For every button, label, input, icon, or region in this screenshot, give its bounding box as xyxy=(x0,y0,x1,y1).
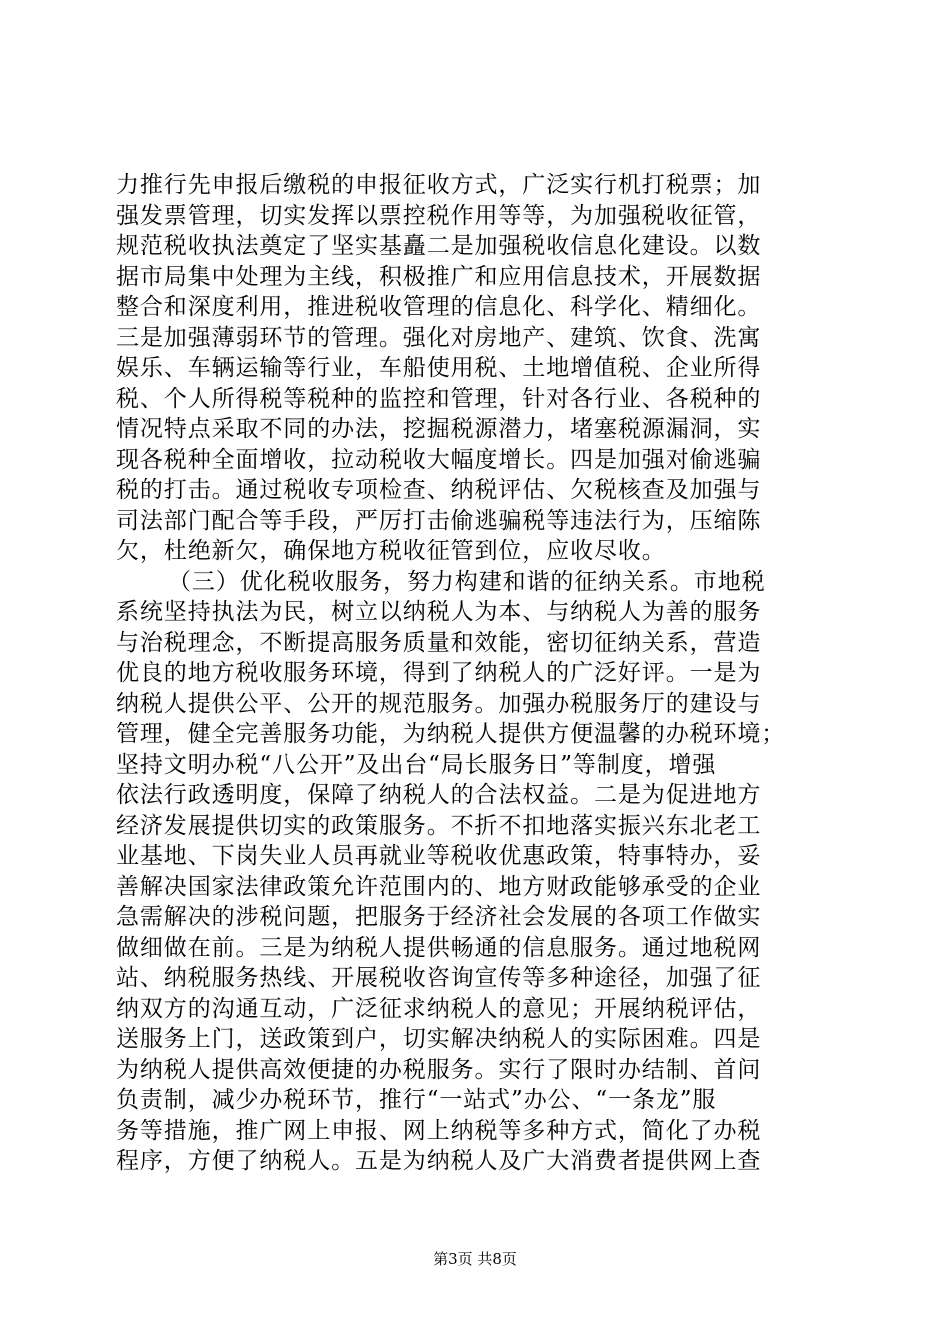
text-line: 强发票管理，切实发挥以票控税作用等等，为加强税收征管， xyxy=(116,202,762,229)
text-line: 纳双方的沟通互动，广泛征求纳税人的意见；开展纳税评估， xyxy=(116,995,762,1022)
text-line: 急需解决的涉税问题，把服务于经济社会发展的各项工作做实 xyxy=(116,904,762,930)
page-number-footer xyxy=(0,1248,950,1269)
text-line: 与治税理念，不断提高服务质量和效能，密切征纳关系，营造 xyxy=(116,629,762,656)
text-line: 税、个人所得税等税种的监控和管理，针对各行业、各税种的 xyxy=(116,385,762,412)
text-line: 坚持文明办税“八公开”及出台“局长服务日”等制度，增强 xyxy=(116,751,717,778)
text-line: 优良的地方税收服务环境，得到了纳税人的广泛好评。一是为 xyxy=(116,660,762,686)
text-line: 为纳税人提供高效便捷的办税服务。实行了限时办结制、首问 xyxy=(116,1056,762,1083)
text-line: 站、纳税服务热线、开展税收咨询宣传等多种途径，加强了征 xyxy=(116,965,762,991)
text-line: 欠，杜绝新欠，确保地方税收征管到位，应收尽收。 xyxy=(116,538,666,564)
text-line: 管理，健全完善服务功能，为纳税人提供方便温馨的办税环境； xyxy=(116,721,786,747)
text-line: 负责制，减少办税环节，推行“一站式”办公、“一条龙”服 xyxy=(116,1087,717,1113)
paragraph-start-line: （三）优化税收服务，努力构建和谐的征纳关系。市地税 xyxy=(168,568,766,595)
text-line: 娱乐、车辆运输等行业，车船使用税、土地增值税、企业所得 xyxy=(116,355,762,381)
text-line: 现各税种全面增收，拉动税收大幅度增长。四是加强对偷逃骗 xyxy=(116,446,762,473)
text-line: 力推行先申报后缴税的申报征收方式，广泛实行机打税票；加 xyxy=(116,172,762,198)
text-line: 情况特点采取不同的办法，挖掘税源潜力，堵塞税源漏洞，实 xyxy=(116,416,762,442)
text-line: 善解决国家法律政策允许范围内的、地方财政能够承受的企业 xyxy=(116,873,762,900)
text-line: 司法部门配合等手段，严厉打击偷逃骗税等违法行为，压缩陈 xyxy=(116,507,762,534)
text-line: 据市局集中处理为主线，积极推广和应用信息技术，开展数据 xyxy=(116,263,762,290)
text-line: 业基地、下岗失业人员再就业等税收优惠政策，特事特办，妥 xyxy=(116,843,762,869)
text-line: 税的打击。通过税收专项检查、纳税评估、欠税核查及加强与 xyxy=(116,477,762,503)
text-line: 送服务上门，送政策到户，切实解决纳税人的实际困难。四是 xyxy=(116,1026,762,1052)
text-line: 程序，方便了纳税人。五是为纳税人及广大消费者提供网上查 xyxy=(116,1148,762,1174)
text-line: 规范税收执法奠定了坚实基矗二是加强税收信息化建设。以数 xyxy=(116,233,762,259)
text-line: 整合和深度利用，推进税收管理的信息化、科学化、精细化。 xyxy=(116,294,762,320)
text-line: 依法行政透明度，保障了纳税人的合法权益。二是为促进地方 xyxy=(116,782,762,808)
text-line: 做细做在前。三是为纳税人提供畅通的信息服务。通过地税网 xyxy=(116,934,762,961)
text-line: 三是加强薄弱环节的管理。强化对房地产、建筑、饮食、洗寓 xyxy=(116,324,762,351)
text-line: 务等措施，推广网上申报、网上纳税等多种方式，简化了办税 xyxy=(116,1117,762,1144)
text-line: 纳税人提供公平、公开的规范服务。加强办税服务厅的建设与 xyxy=(116,690,762,717)
page-number-label: 第3页 共8页 xyxy=(433,1250,517,1268)
body-text xyxy=(116,170,836,1177)
text-line: 系统坚持执法为民，树立以纳税人为本、与纳税人为善的服务 xyxy=(116,599,762,625)
text-line: 经济发展提供切实的政策服务。不折不扣地落实振兴东北老工 xyxy=(116,812,762,839)
